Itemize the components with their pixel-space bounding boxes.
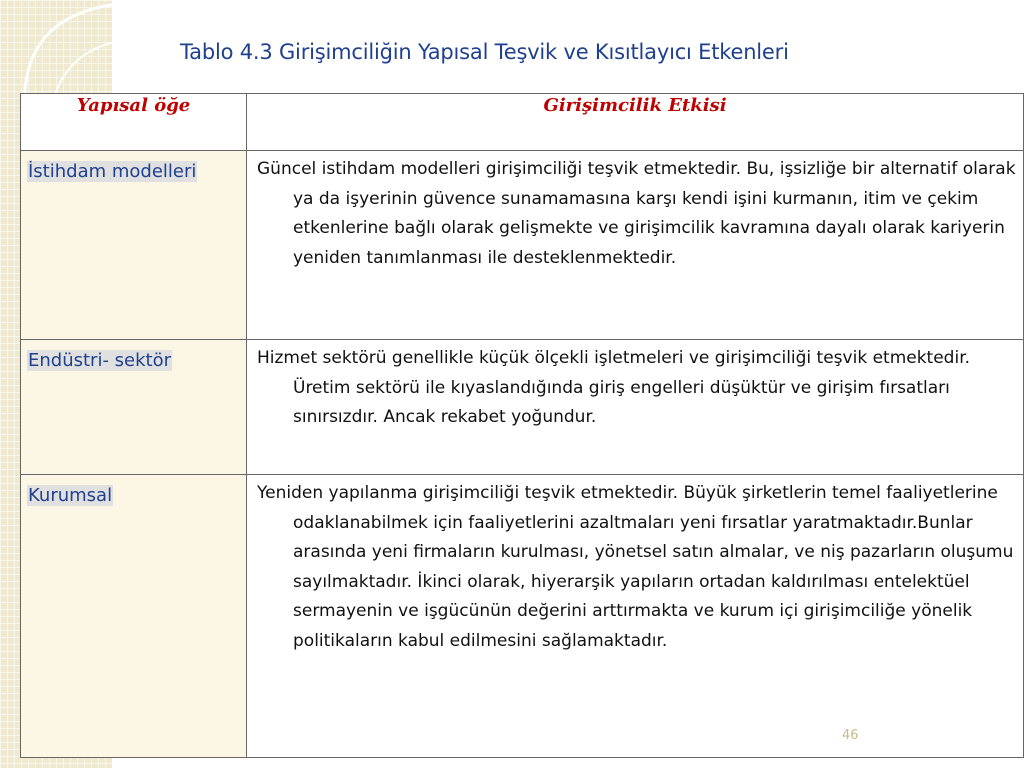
row-text-cell bbox=[247, 151, 1024, 340]
row-label-cell bbox=[21, 475, 247, 758]
table-row bbox=[21, 151, 1024, 340]
header-structural-element: Yapısal öğe bbox=[21, 94, 247, 151]
row-text: Güncel istihdam modelleri girişimciliği teşvik etmektedir. Bu, işsizliğe bir alternatif olarak ya da işyerinin güvence sunamamasına karşı kendi işini kurmanın, itim ve çekim etkenlerine bağlı olarak gelişmekte ve girişimcilik kavramına dayalı olarak kariyerin yeniden tanımlanması ile desteklenmektedir. bbox=[257, 159, 1016, 268]
row-text: Hizmet sektörü genellikle küçük ölçekli işletmeleri ve girişimciliği teşvik etmektedir. Üretim sektörü ile kıyaslandığında giriş engelleri düşüktür ve girişim fırsatları sınırsızdır. Ancak rekabet yoğundur. bbox=[257, 348, 971, 427]
table-row bbox=[21, 340, 1024, 475]
page-number: 46 bbox=[842, 728, 859, 743]
header-entrepreneurship-effect: Girişimcilik Etkisi bbox=[247, 94, 1024, 151]
row-label-cell bbox=[21, 340, 247, 475]
row-text-cell bbox=[247, 340, 1024, 475]
row-label-cell bbox=[21, 151, 247, 340]
row-text: Yeniden yapılanma girişimciliği teşvik etmektedir. Büyük şirketlerin temel faaliyetlerine odaklanabilmek için faaliyetlerini azaltmaları yeni fırsatlar yaratmaktadır.Bunlar arasında yeni firmaların kurulması, yönetsel satın almalar, ve niş pazarların oluşumu sayılmaktadır. İkinci olarak, hiyerarşik yapıların ortadan kaldırılması entelektüel sermayenin ve işgücünün değerini arttırmakta ve kurum içi girişimciliğe yönelik politikaların kabul edilmesini sağlamaktadır. bbox=[257, 483, 1014, 651]
slide-title: Tablo 4.3 Girişimciliğin Yapısal Teşvik ve Kısıtlayıcı Etkenleri bbox=[180, 40, 789, 64]
factors-table bbox=[20, 93, 1024, 758]
row-label: İstihdam modelleri bbox=[28, 161, 197, 182]
row-text-cell bbox=[247, 475, 1024, 758]
row-label: Kurumsal bbox=[28, 485, 113, 506]
row-label: Endüstri- sektör bbox=[28, 350, 172, 371]
table-header-row bbox=[21, 94, 1024, 151]
table-row bbox=[21, 475, 1024, 758]
